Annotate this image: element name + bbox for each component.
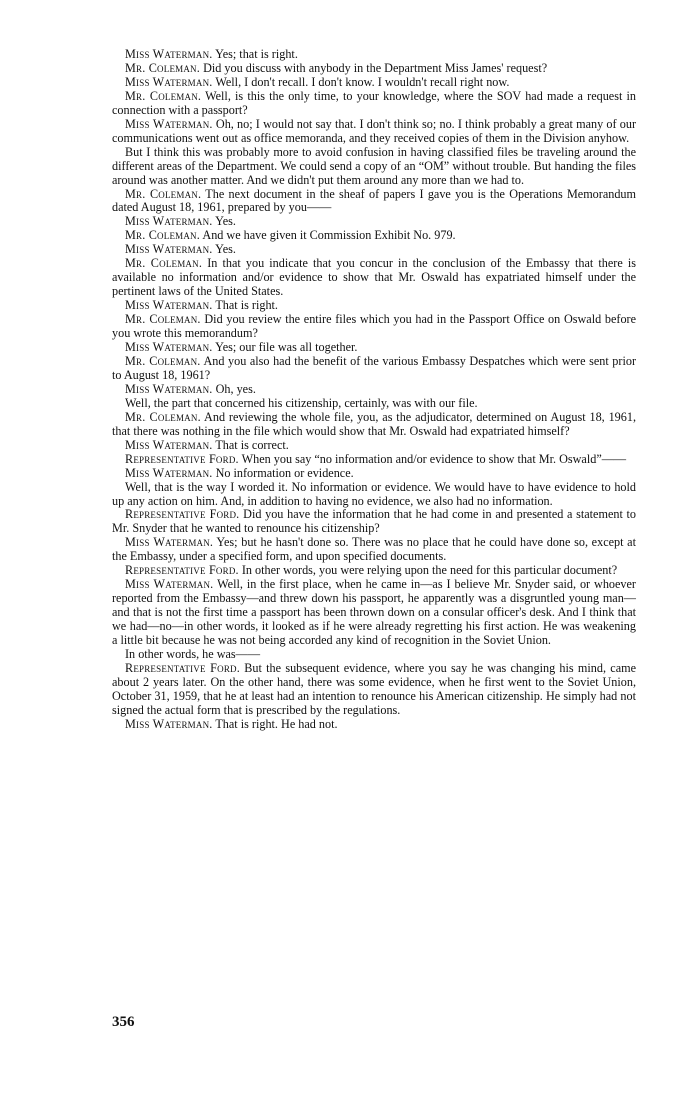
paragraph-text: But the subsequent evidence, where you say he was changing his mind, came about 2 years later. On the other hand, there was some evidence, when he first went to the Soviet Union, October 31, 1959, that he at least had an intention to renounce his American citizenship. He simply had not signed the actual form that is prescribed by the regulations. [112,660,637,717]
paragraph-text: Yes. [215,242,236,257]
transcript-paragraph [112,188,636,216]
transcript-paragraph [112,718,636,732]
transcript-paragraph [112,536,636,564]
transcript-paragraph [112,439,636,453]
speaker-name: Representative Ford. [125,451,239,466]
transcript-paragraph [112,411,636,439]
paragraph-text: Well, in the first place, when he came in—as I believe Mr. Snyder said, or whoever reported from the Embassy—and threw down his passport, he apparently was a disgruntled young man—and that is not the first time a passport has been thrown down on a consular officer's desk. And I think that we had—no—in other words, it looked as if he were already regretting his first action. He was weakening a little bit because he was not being accorded any kind of recognition in the Soviet Union. [112,577,636,648]
speaker-name: Mr. Coleman. [125,186,202,201]
transcript-paragraph [112,257,636,299]
transcript-body [112,48,636,732]
paragraph-text: In other words, he was—— [125,646,261,661]
speaker-name: Mr. Coleman. [125,312,201,327]
transcript-paragraph [112,355,636,383]
paragraph-text: No information or evidence. [215,465,354,480]
speaker-name: Miss Waterman. [125,298,213,313]
speaker-name: Mr. Coleman. [125,228,201,243]
transcript-paragraph [112,146,636,188]
transcript-paragraph [112,90,636,118]
paragraph-text: And you also had the benefit of the various Embassy Despatches which were sent prior to August 18, 1961? [112,353,636,382]
speaker-name: Miss Waterman. [125,116,213,131]
paragraph-text: Did you have the information that he had come in and presented a statement to Mr. Snyder that he wanted to renounce his citizenship? [112,507,637,536]
speaker-name: Miss Waterman. [125,535,214,550]
transcript-paragraph [112,453,636,467]
speaker-name: Miss Waterman. [125,577,214,592]
paragraph-text: Well, I don't recall. I don't know. I wouldn't recall right now. [215,74,510,89]
speaker-name: Miss Waterman. [125,381,213,396]
paragraph-text: In that you indicate that you concur in the conclusion of the Embassy that there is available no information and/or evidence to show that Mr. Oswald has expatriated himself under the pertinent laws of the United States. [112,256,637,299]
paragraph-text: Yes; but he hasn't done so. There was no place that he could have done so, except at the Embassy, under a specified form, and upon specified documents. [112,535,636,564]
paragraph-text: Oh, yes. [215,381,256,396]
paragraph-text: That is correct. [215,437,289,452]
speaker-name: Miss Waterman. [125,340,213,355]
speaker-name: Mr. Coleman. [125,60,201,75]
paragraph-text: Well, is this the only time, to your knowledge, where the SOV had made a request in connection with a passport? [112,88,636,117]
speaker-name: Miss Waterman. [125,214,213,229]
transcript-paragraph [112,341,636,355]
paragraph-text: And reviewing the whole file, you, as the adjudicator, determined on August 18, 1961, that there was nothing in the file which would show that Mr. Oswald had expatriated himself? [112,409,636,438]
transcript-paragraph [112,383,636,397]
paragraph-text: Did you review the entire files which you had in the Passport Office on Oswald before you wrote this memorandum? [112,312,637,341]
speaker-name: Miss Waterman. [125,74,213,89]
paragraph-text: Yes; that is right. [215,47,298,61]
speaker-name: Representative Ford. [125,507,240,522]
transcript-paragraph [112,564,636,578]
paragraph-text: And we have given it Commission Exhibit No. 979. [202,228,456,243]
paragraph-text: That is right. He had not. [215,716,338,731]
transcript-paragraph [112,229,636,243]
speaker-name: Mr. Coleman. [125,88,202,103]
speaker-name: Miss Waterman. [125,47,213,61]
paragraph-text: That is right. [215,298,278,313]
transcript-paragraph [112,118,636,146]
transcript-paragraph [112,62,636,76]
paragraph-text: Yes. [215,214,236,229]
speaker-name: Miss Waterman. [125,465,213,480]
paragraph-text: But I think this was probably more to avoid confusion in having classified files be traveling around the different areas of the Department. We could send a copy of an “OM” without trouble. But handing the files around was another matter. And we didn't put them around any more than we had to. [112,144,636,187]
transcript-paragraph [112,48,636,62]
transcript-paragraph [112,578,636,648]
transcript-paragraph [112,508,636,536]
paragraph-text: Did you discuss with anybody in the Department Miss James' request? [203,60,548,75]
paragraph-text: Oh, no; I would not say that. I don't think so; no. I think probably a great many of our communications went out as office memoranda, and they received copies of them in the Division anyhow. [112,116,637,145]
paragraph-text: The next document in the sheaf of papers I gave you is the Operations Memorandum dated August 18, 1961, prepared by you—— [112,186,637,215]
transcript-paragraph [112,76,636,90]
speaker-name: Miss Waterman. [125,437,213,452]
page-number: 356 [112,1014,135,1030]
speaker-name: Representative Ford. [125,660,241,675]
speaker-name: Mr. Coleman. [125,256,203,271]
speaker-name: Miss Waterman. [125,716,213,731]
transcript-paragraph [112,648,636,662]
speaker-name: Miss Waterman. [125,242,213,257]
speaker-name: Mr. Coleman. [125,409,201,424]
transcript-paragraph [112,467,636,481]
paragraph-text: Well, that is the way I worded it. No information or evidence. We would have to have evidence to hold up any action on him. And, in addition to having no evidence, we also had no information. [112,479,636,508]
paragraph-text: When you say “no information and/or evidence to show that Mr. Oswald”—— [241,451,627,466]
transcript-paragraph [112,243,636,257]
transcript-paragraph [112,313,636,341]
transcript-paragraph [112,662,636,718]
transcript-paragraph [112,397,636,411]
transcript-paragraph [112,299,636,313]
speaker-name: Mr. Coleman. [125,353,201,368]
transcript-paragraph [112,481,636,509]
paragraph-text: Yes; our file was all together. [215,340,358,355]
speaker-name: Representative Ford. [125,563,239,578]
transcript-paragraph [112,215,636,229]
paragraph-text: In other words, you were relying upon the need for this particular document? [241,563,618,578]
paragraph-text: Well, the part that concerned his citizenship, certainly, was with our file. [125,395,478,410]
